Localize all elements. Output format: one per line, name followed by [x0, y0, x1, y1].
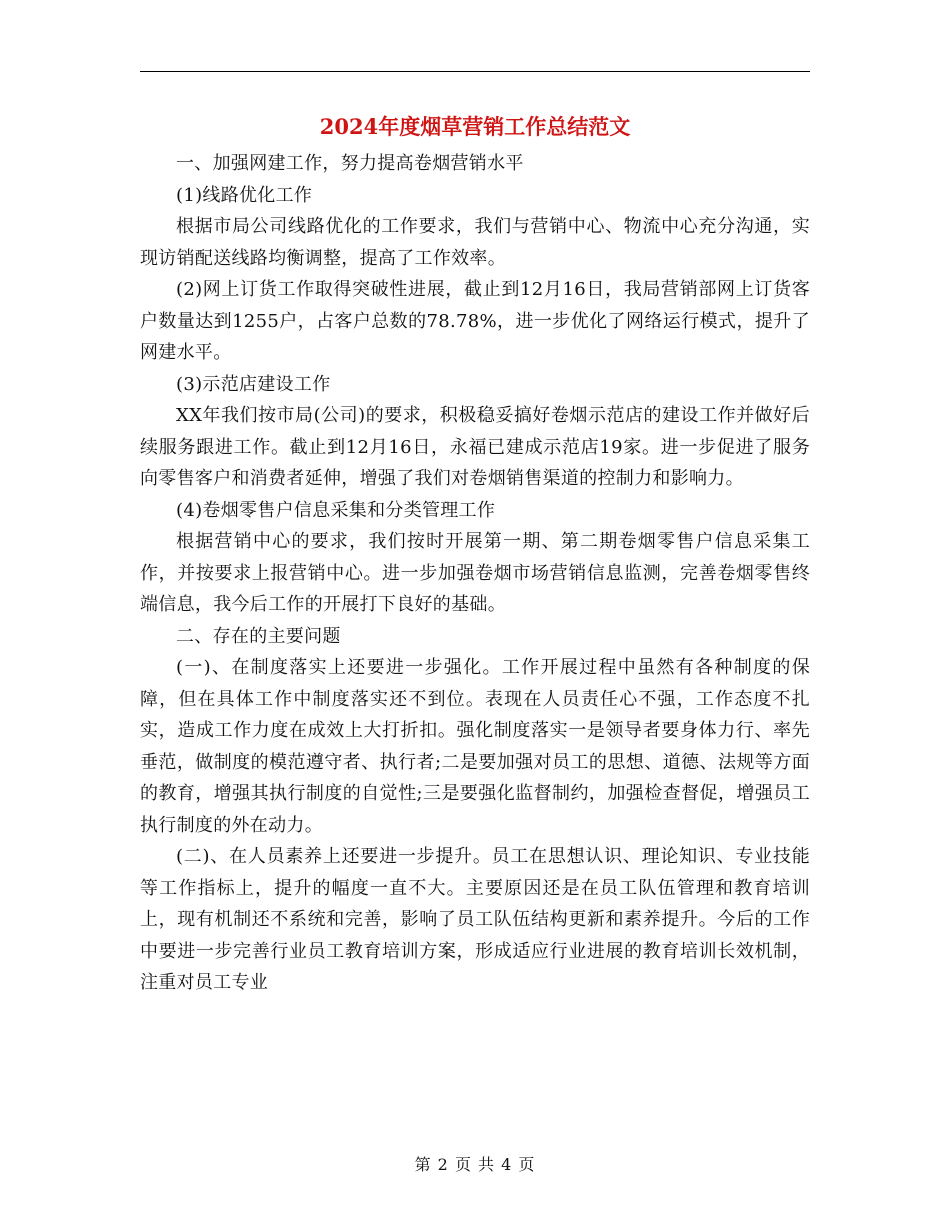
document-body [140, 148, 810, 999]
page-footer [140, 1153, 810, 1177]
paragraph-issue-2: (二)、在人员素养上还要进一步提升。员工在思想认识、理论知识、专业技能等工作指标上，提升的幅度一直不大。主要原因还是在员工队伍管理和教育培训上，现有机制还不系统和完善，影响了员工队伍结构更新和素养提升。今后的工作中要进一步完善行业员工教育培训方案，形成适应行业进展的教育培训长效机制，注重对员工专业 [140, 846, 810, 993]
page-number-label: 第 2 页 共 4 页 [414, 1155, 536, 1174]
section-heading-2: 二、存在的主要问题 [176, 625, 341, 647]
subheading-route-optimization: (1)线路优化工作 [176, 184, 313, 206]
subheading-retailer-info: (4)卷烟零售户信息采集和分类管理工作 [176, 499, 496, 521]
document-title: 2024年度烟草营销工作总结范文 [319, 114, 631, 139]
paragraph-retailer-info: 根据营销中心的要求，我们按时开展第一期、第二期卷烟零售户信息采集工作，并按要求上报营销中心。进一步加强卷烟市场营销信息监测，完善卷烟零售终端信息，我今后工作的开展打下良好的基础。 [140, 531, 810, 615]
paragraph-route-optimization: 根据市局公司线路优化的工作要求，我们与营销中心、物流中心充分沟通，实现访销配送线路均衡调整，提高了工作效率。 [140, 216, 810, 269]
section-heading-1: 一、加强网建工作，努力提高卷烟营销水平 [176, 153, 524, 174]
header-rule [140, 71, 810, 72]
paragraph-demo-store: XX年我们按市局(公司)的要求，积极稳妥搞好卷烟示范店的建设工作并做好后续服务跟进工作。截止到12月16日，永福已建成示范店19家。进一步促进了服务向零售客户和消费者延伸，增强了我们对卷烟销售渠道的控制力和影响力。 [140, 405, 810, 489]
subheading-demo-store: (3)示范店建设工作 [176, 373, 331, 395]
paragraph-online-ordering: (2)网上订货工作取得突破性进展，截止到12月16日，我局营销部网上订货客户数量达到1255户，占客户总数的78.78%，进一步优化了网络运行模式，提升了网建水平。 [140, 279, 810, 363]
paragraph-issue-1: (一)、在制度落实上还要进一步强化。工作开展过程中虽然有各种制度的保障，但在具体工作中制度落实还不到位。表现在人员责任心不强，工作态度不扎实，造成工作力度在成效上大打折扣。强化制度落实一是领导者要身体力行、率先垂范，做制度的模范遵守者、执行者;二是要加强对员工的思想、道德、法规等方面的教育，增强其执行制度的自觉性;三是要强化监督制约，加强检查督促，增强员工执行制度的外在动力。 [140, 657, 810, 836]
